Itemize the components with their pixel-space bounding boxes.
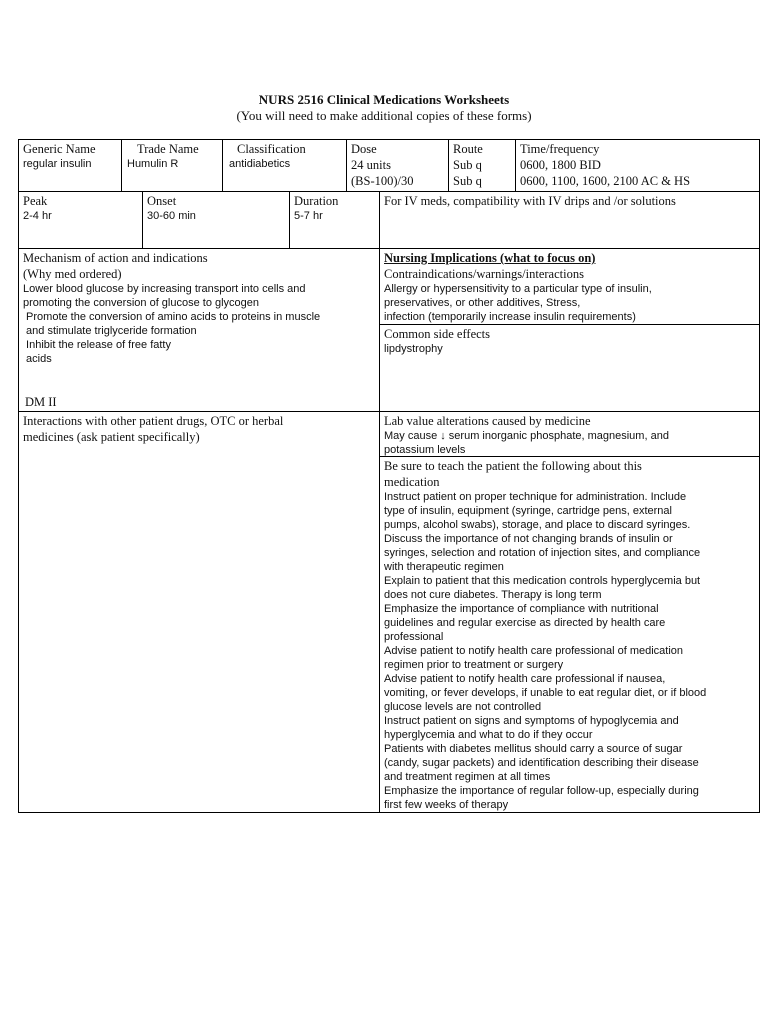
- duration-label: Duration: [294, 194, 339, 208]
- patient-teaching-line: type of insulin, equipment (syringe, cartridge pens, external: [384, 505, 672, 517]
- patient-teaching-line: regimen prior to treatment or surgery: [384, 659, 564, 671]
- patient-teaching-line: Advise patient to notify health care professional if nausea,: [384, 673, 666, 685]
- mechanism-line: Lower blood glucose by increasing transport into cells and: [23, 283, 306, 295]
- onset-value: 30-60 min: [147, 210, 196, 222]
- mechanism-line: and stimulate triglyceride formation: [23, 325, 197, 337]
- indication-value: DM II: [25, 395, 57, 409]
- route-label: Route: [453, 142, 483, 156]
- mechanism-list: [23, 282, 375, 366]
- mechanism-sublabel: (Why med ordered): [23, 267, 122, 281]
- page-subtitle: (You will need to make additional copies of these forms): [236, 108, 532, 123]
- patient-teaching-line: professional: [384, 631, 444, 643]
- generic-name-value: regular insulin: [23, 158, 92, 170]
- patient-teaching-line: glucose levels are not controlled: [384, 701, 542, 713]
- interactions-label: Interactions with other patient drugs, OTC or herbal: [23, 414, 284, 428]
- duration-cell: [289, 191, 380, 249]
- patient-teaching-line: with therapeutic regimen: [384, 561, 504, 573]
- dose-cell: [346, 139, 449, 192]
- trade-name-value: Humulin R: [127, 158, 179, 170]
- patient-teaching-label: Be sure to teach the patient the following about this: [384, 459, 642, 473]
- peak-cell: [18, 191, 143, 249]
- interactions-sublabel: medicines (ask patient specifically): [23, 430, 200, 444]
- patient-teaching-line: and treatment regimen at all times: [384, 771, 551, 783]
- patient-teaching-line: first few weeks of therapy: [384, 799, 509, 811]
- contraindications-line: preservatives, or other additives, Stress,: [384, 297, 581, 309]
- route-line-2: Sub q: [453, 174, 482, 188]
- lab-alterations-label: Lab value alterations caused by medicine: [384, 414, 591, 428]
- patient-teaching-cell: [379, 456, 760, 813]
- nursing-implications-cell: [379, 248, 760, 325]
- side-effects-label: Common side effects: [384, 327, 490, 341]
- mechanism-line: acids: [23, 353, 52, 365]
- iv-compatibility-label: For IV meds, compatibility with IV drips and /or solutions: [384, 194, 676, 208]
- time-frequency-cell: [515, 139, 760, 192]
- patient-teaching-line: Patients with diabetes mellitus should carry a source of sugar: [384, 743, 683, 755]
- patient-teaching-line: does not cure diabetes. Therapy is long term: [384, 589, 602, 601]
- dose-label: Dose: [351, 142, 377, 156]
- time-frequency-line-2: 0600, 1100, 1600, 2100 AC & HS: [520, 174, 691, 188]
- lab-alterations-line: potassium levels: [384, 444, 466, 456]
- mechanism-line: Promote the conversion of amino acids to proteins in muscle: [23, 311, 321, 323]
- patient-teaching-line: syringes, selection and rotation of injection sites, and compliance: [384, 547, 701, 559]
- side-effects-cell: [379, 324, 760, 412]
- trade-name-label: Trade Name: [137, 142, 199, 156]
- page-title: NURS 2516 Clinical Medications Worksheets: [258, 92, 510, 107]
- patient-teaching-line: pumps, alcohol swabs), storage, and place to discard syringes.: [384, 519, 691, 531]
- patient-teaching-line: Advise patient to notify health care professional of medication: [384, 645, 684, 657]
- patient-teaching-line: Emphasize the importance of compliance with nutritional: [384, 603, 659, 615]
- lab-alterations-line: May cause ↓ serum inorganic phosphate, magnesium, and: [384, 430, 669, 442]
- contraindications-label: Contraindications/warnings/interactions: [384, 267, 584, 281]
- lab-alterations-cell: [379, 411, 760, 457]
- patient-teaching-line: Emphasize the importance of regular follow-up, especially during: [384, 785, 699, 797]
- onset-cell: [142, 191, 290, 249]
- duration-value: 5-7 hr: [294, 210, 323, 222]
- mechanism-line: promoting the conversion of glucose to glycogen: [23, 297, 260, 309]
- peak-value: 2-4 hr: [23, 210, 52, 222]
- contraindications-line: Allergy or hypersensitivity to a particular type of insulin,: [384, 283, 652, 295]
- patient-teaching-line: Instruct patient on signs and symptoms of hypoglycemia and: [384, 715, 679, 727]
- classification-cell: [222, 139, 347, 192]
- contraindications-line: infection (temporarily increase insulin requirements): [384, 311, 636, 323]
- lab-alterations-list: [384, 429, 755, 457]
- onset-label: Onset: [147, 194, 177, 208]
- route-cell: [448, 139, 516, 192]
- contraindications-list: [384, 282, 755, 324]
- mechanism-label: Mechanism of action and indications: [23, 251, 208, 265]
- generic-name-label: Generic Name: [23, 142, 96, 156]
- patient-teaching-line: Explain to patient that this medication controls hyperglycemia but: [384, 575, 701, 587]
- peak-label: Peak: [23, 194, 48, 208]
- nursing-implications-heading: Nursing Implications (what to focus on): [384, 251, 596, 265]
- patient-teaching-line: Instruct patient on proper technique for administration. Include: [384, 491, 687, 503]
- iv-compatibility-cell: [379, 191, 760, 249]
- side-effects-value: lipdystrophy: [384, 343, 443, 355]
- mechanism-line: Inhibit the release of free fatty: [23, 339, 171, 351]
- patient-teaching-line: guidelines and regular exercise as directed by health care: [384, 617, 666, 629]
- time-frequency-label: Time/frequency: [520, 142, 600, 156]
- route-line-1: Sub q: [453, 158, 482, 172]
- mechanism-cell: [18, 248, 380, 412]
- interactions-cell: [18, 411, 380, 813]
- classification-value: antidiabetics: [229, 158, 291, 170]
- patient-teaching-list: [384, 490, 755, 812]
- patient-teaching-sublabel: medication: [384, 475, 440, 489]
- classification-label: Classification: [237, 142, 306, 156]
- time-frequency-line-1: 0600, 1800 BID: [520, 158, 601, 172]
- patient-teaching-line: hyperglycemia and what to do if they occur: [384, 729, 593, 741]
- dose-line-2: (BS-100)/30: [351, 174, 414, 188]
- patient-teaching-line: (candy, sugar packets) and identification describing their disease: [384, 757, 699, 769]
- dose-line-1: 24 units: [351, 158, 391, 172]
- patient-teaching-line: vomiting, or fever develops, if unable to eat regular diet, or if blood: [384, 687, 707, 699]
- generic-name-cell: [18, 139, 122, 192]
- trade-name-cell: [121, 139, 223, 192]
- patient-teaching-line: Discuss the importance of not changing brands of insulin or: [384, 533, 673, 545]
